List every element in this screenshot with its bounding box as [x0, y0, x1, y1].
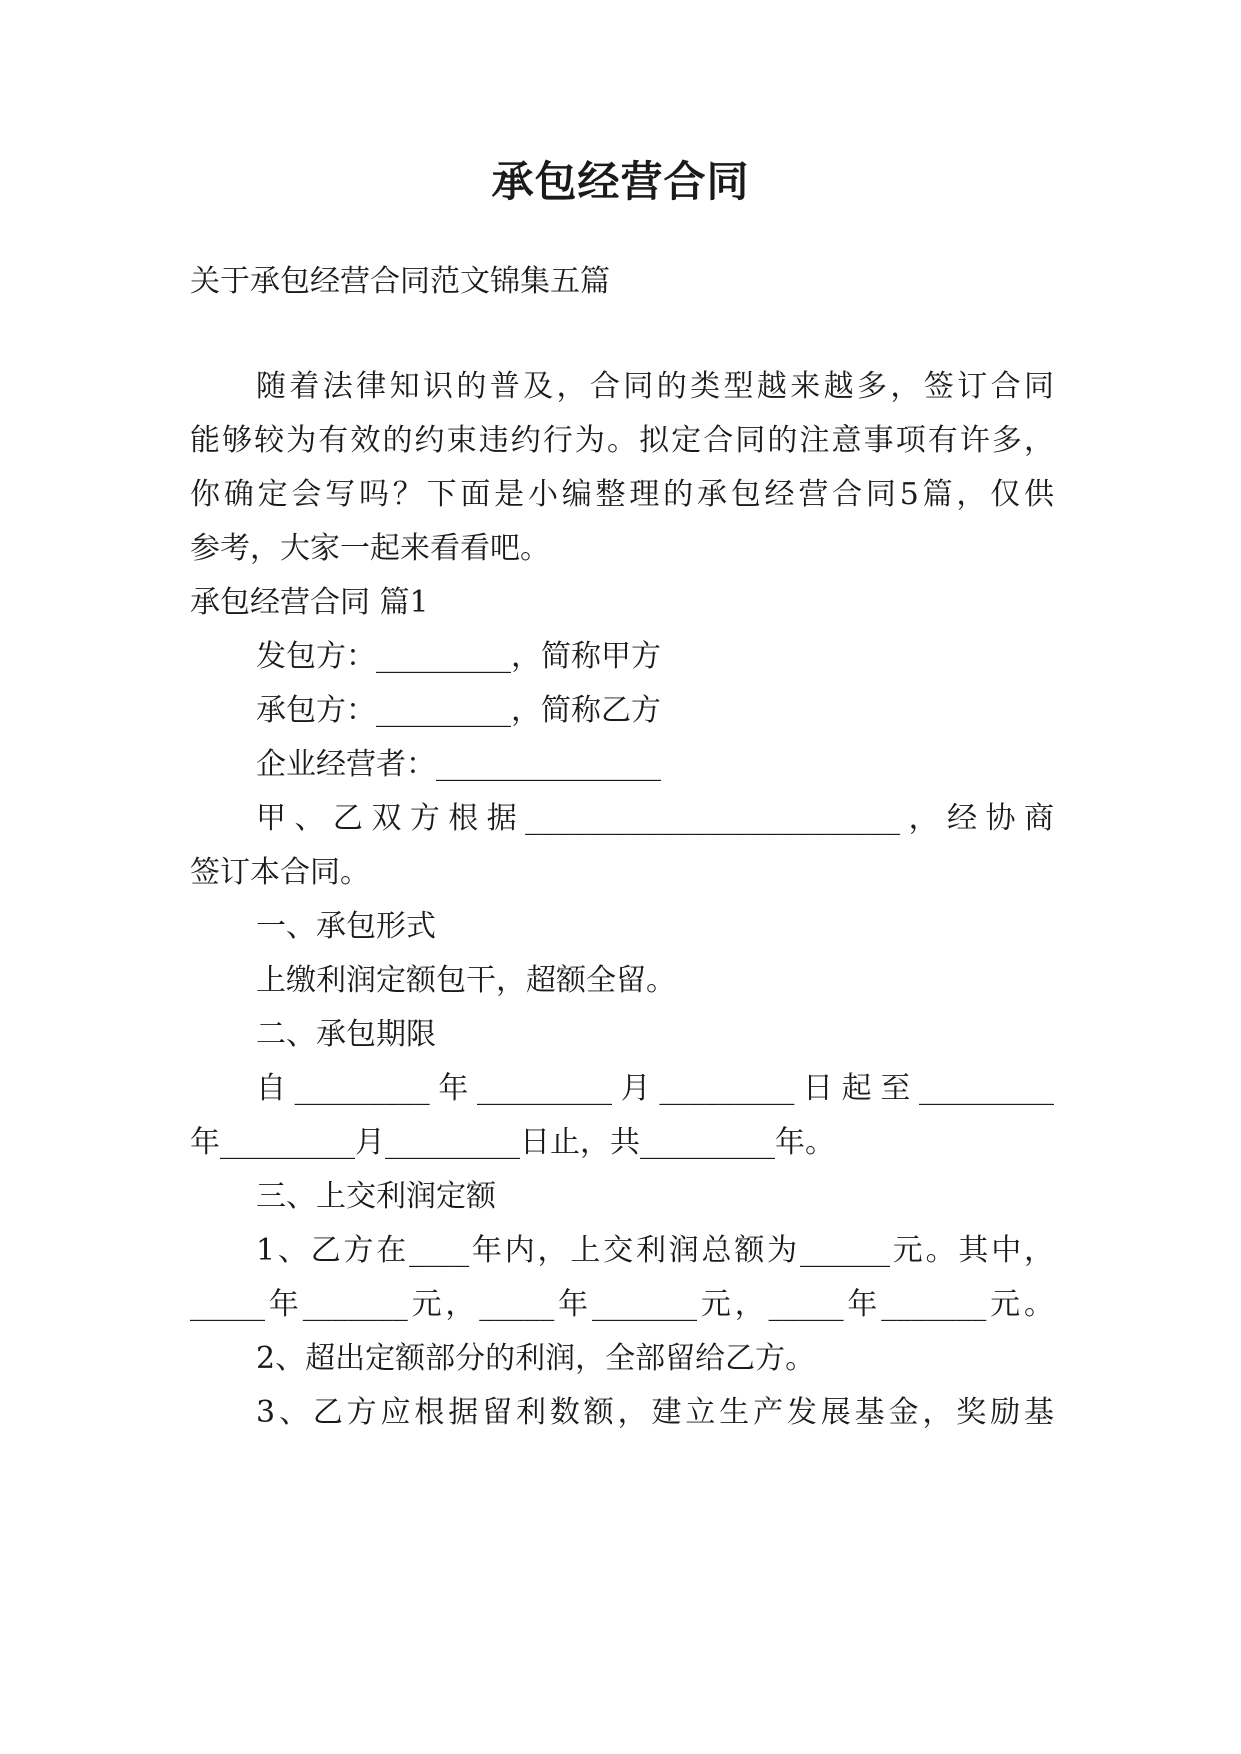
agreement-line-cont: 签订本合同。: [190, 855, 370, 890]
intro-paragraph-line: 随着法律知识的普及，合同的类型越来越多，签订合同: [256, 369, 1054, 404]
clause-heading: 二、承包期限: [256, 1017, 436, 1052]
document-title: 承包经营合同: [491, 157, 750, 206]
party-a-line: 发包方：_________，简称甲方: [256, 639, 661, 674]
term-line-cont: 年_________月_________日止，共_________年。: [190, 1125, 835, 1160]
term-line: 自_________年_________月_________日起至_________: [256, 1071, 1054, 1106]
clause-text: 2、超出定额部分的利润，全部留给乙方。: [256, 1341, 816, 1376]
operator-line: 企业经营者：_______________: [256, 747, 661, 782]
party-b-line: 承包方：_________，简称乙方: [256, 693, 661, 728]
clause-text: 3、乙方应根据留利数额，建立生产发展基金，奖励基: [256, 1395, 1054, 1430]
agreement-line: 甲、乙双方根据_________________________，经协商: [256, 801, 1054, 836]
intro-paragraph-line: 能够较为有效的约束违约行为。拟定合同的注意事项有许多，: [190, 423, 1054, 458]
clause-heading: 三、上交利润定额: [256, 1179, 496, 1214]
profit-quota-line-cont: _____年_______元，_____年_______元，_____年_______元。: [190, 1287, 1054, 1322]
clause-heading: 一、承包形式: [256, 909, 436, 944]
section-heading: 承包经营合同 篇1: [190, 585, 429, 620]
document-subtitle: 关于承包经营合同范文锦集五篇: [190, 264, 610, 299]
intro-paragraph-line: 参考，大家一起来看看吧。: [190, 531, 550, 566]
profit-quota-line: 1、乙方在____年内，上交利润总额为______元。其中，: [256, 1233, 1054, 1268]
intro-paragraph-line: 你确定会写吗？下面是小编整理的承包经营合同5篇，仅供: [190, 477, 1054, 512]
clause-text: 上缴利润定额包干，超额全留。: [256, 963, 676, 998]
